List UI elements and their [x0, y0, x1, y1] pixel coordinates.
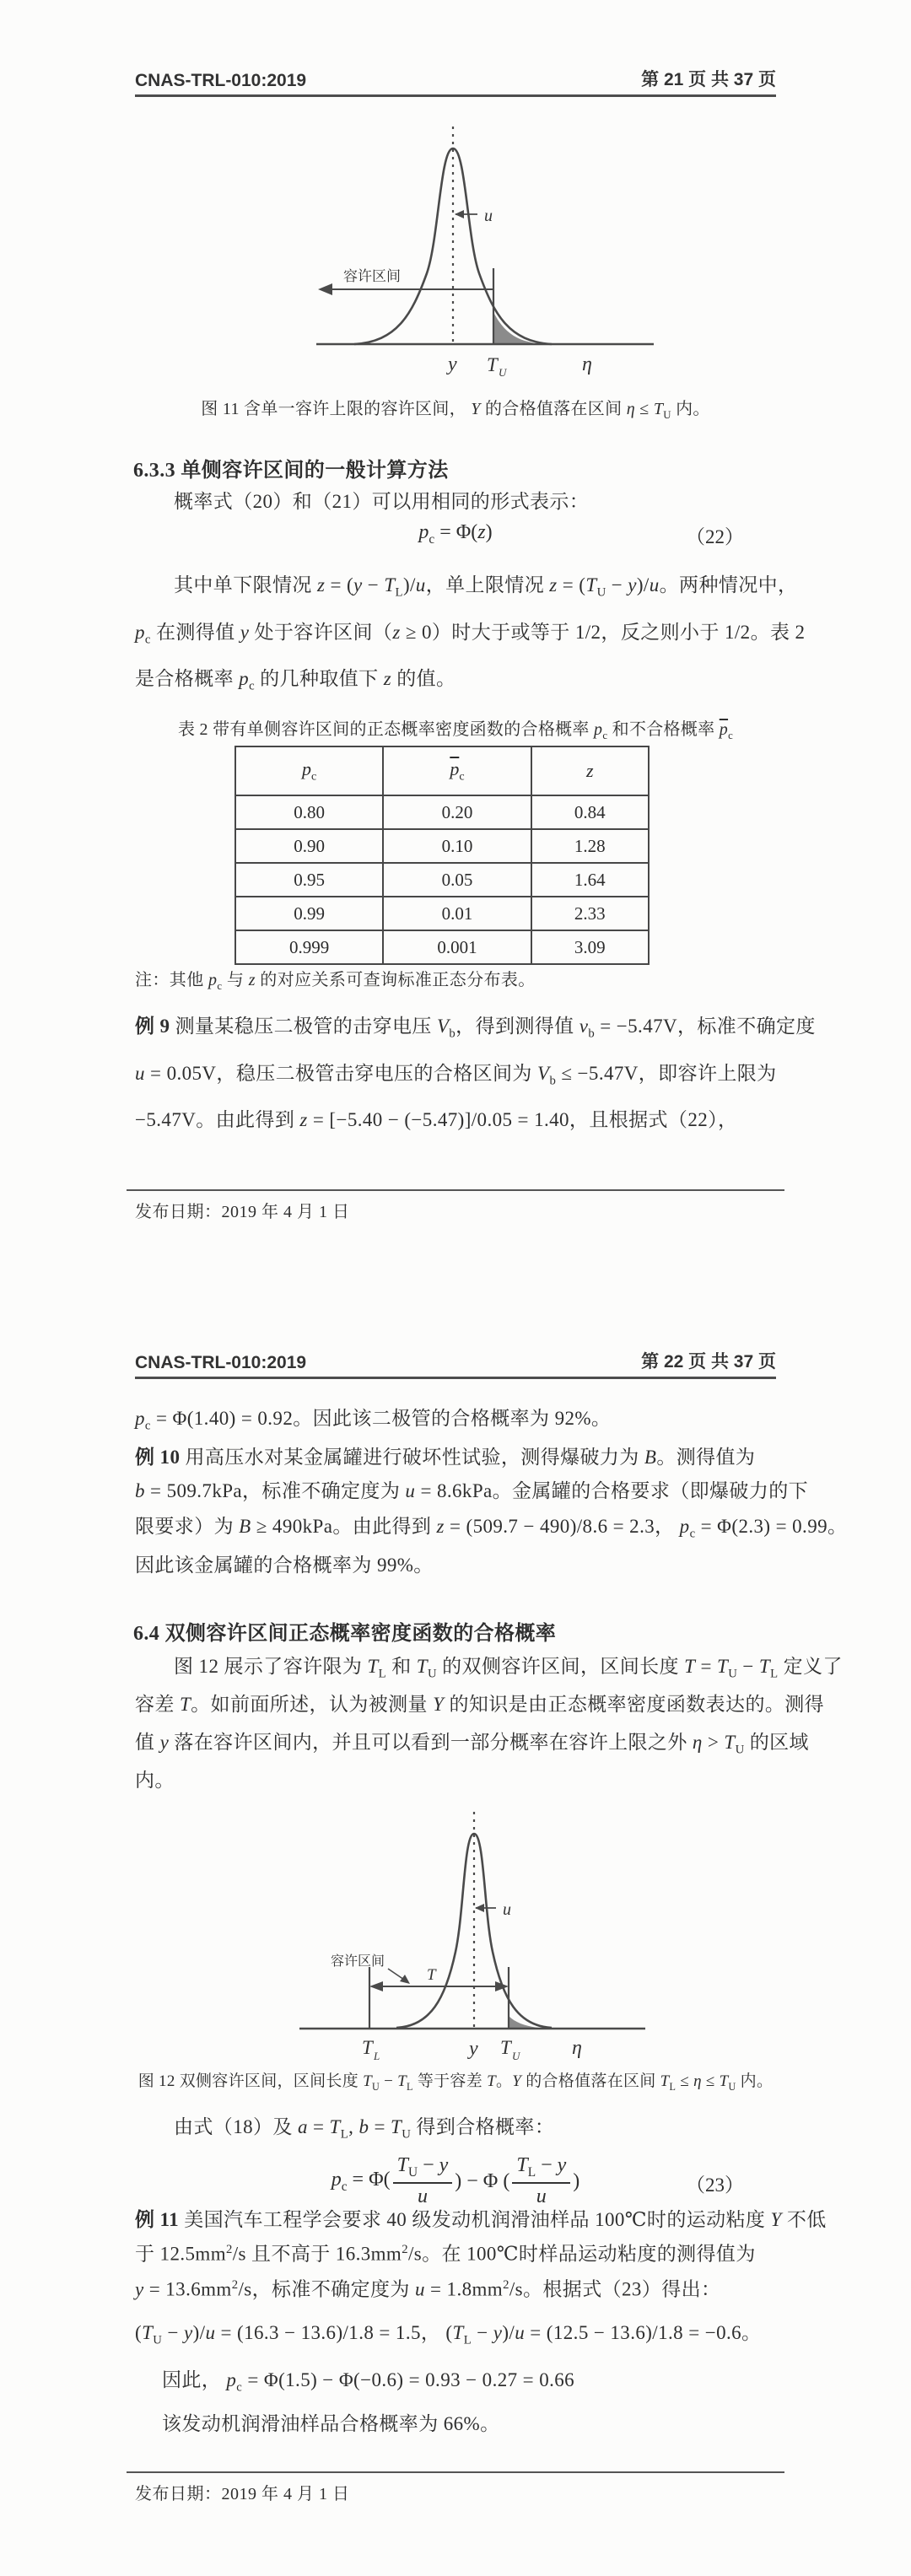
- equation-23-row: [135, 2149, 776, 2213]
- fig12-callout-arrowhead-icon: [400, 1975, 410, 1984]
- fig11-left-arrowhead-icon: [318, 283, 332, 295]
- table-note: 注：其他 $p_c$ 与 z 的对应关系可查询标准正态分布表。: [135, 971, 536, 992]
- fig12-tu-label: T: [500, 2037, 511, 2058]
- fig11-u-arrowhead-icon: [455, 210, 464, 218]
- example-11-line: $y = 13.6mm^2/s$，标准不确定度为 $u = 1.8mm^2/s$。根据式（23）得出：: [135, 2278, 721, 2300]
- fig12-tl-label: T: [362, 2037, 373, 2058]
- fig11-u-label: u: [484, 207, 493, 225]
- doc-code: CNAS-TRL-010:2019: [135, 71, 307, 90]
- table-cell: 0.90: [235, 829, 383, 863]
- example-9-line: u = 0.05V，稳压二极管击穿电压的合格区间为 $V_b \le -5.47V$，即容许上限为: [135, 1063, 777, 1088]
- table-cell: 3.09: [531, 930, 649, 964]
- table-cell: 2.33: [531, 897, 649, 930]
- page22-header: [135, 1348, 776, 1379]
- section-633-heading: 6.3.3 单侧容许区间的一般计算方法: [133, 460, 449, 482]
- fig12-tu-sub-label: U: [512, 2050, 520, 2062]
- fig12-tl-sub-label: L: [374, 2050, 380, 2062]
- table-row: [235, 829, 649, 863]
- page22-footer: 发布日期：2019 年 4 月 1 日: [135, 2485, 350, 2503]
- fig12-u-label: u: [503, 1900, 511, 1919]
- page-indicator: 第 22 页 共 37 页: [641, 1352, 776, 1372]
- section-64-heading: 6.4 双侧容许区间正态概率密度函数的合格概率: [133, 1623, 557, 1645]
- equation-23-lhs: $p_c = \Phi$(: [331, 2168, 391, 2194]
- fig11-tu-sub-label: U: [499, 366, 507, 379]
- paragraph-line: $p_c = \Phi(1.40) = 0.92$。因此该二极管的合格概率为 92%。: [135, 1408, 612, 1433]
- doc-code: CNAS-TRL-010:2019: [135, 1353, 307, 1372]
- fig12-eta-label: η: [572, 2037, 582, 2059]
- paragraph-line: 容差 T。如前面所述，认为被测量 Y 的知识是由正态概率密度函数表达的。测得: [135, 1694, 825, 1715]
- equation-22-number: （22）: [686, 526, 744, 547]
- example-11-line: 于 $12.5mm^2/s$ 且不高于 $16.3mm^2/s$。在 100℃时样品运动粘度的测得值为: [135, 2243, 756, 2265]
- figure-11-caption: 图 11 含单一容许上限的容许区间， Y 的合格值落在区间 $\eta \le T_U$ 内。: [201, 400, 710, 421]
- table-header-cell: $\overline{p}_c$: [383, 746, 531, 795]
- fig11-y-label: y: [448, 353, 457, 375]
- fig11-tolerance-label: 容许区间: [343, 268, 401, 284]
- paragraph-line: 值 y 落在容许区间内，并且可以看到一部分概率在容许上限之外 $\eta > T_U$ 的区域: [135, 1732, 809, 1757]
- table-cell: 0.84: [531, 795, 649, 829]
- paragraph-line: 其中单下限情况 $z = (y - T_L)/u$，单上限情况 $z = (T_U - y)/u$。两种情况中，: [174, 574, 798, 600]
- table-cell: 0.80: [235, 795, 383, 829]
- table-row: [235, 795, 649, 829]
- table-cell: 1.28: [531, 829, 649, 863]
- paragraph-line: 内。: [135, 1770, 175, 1791]
- table-cell: 0.01: [383, 897, 531, 930]
- table-row: [235, 897, 649, 930]
- fig12-bell-curve: [396, 1834, 552, 2028]
- table-2-caption: 表 2 带有单侧容许区间的正态概率密度函数的合格概率 $p_c$ 和不合格概率 $\overline{p}_c$: [177, 720, 734, 741]
- table-cell: 0.99: [235, 897, 383, 930]
- page21-footer-rule: [127, 1189, 784, 1191]
- fig11-bell-curve: [354, 148, 552, 344]
- fig11-tu-label: T: [487, 354, 498, 375]
- page21-header: [135, 66, 776, 97]
- equation-22: $p_c = \Phi(z)$: [418, 521, 493, 547]
- equation-22-row: [135, 521, 776, 547]
- equation-23-number: （23）: [686, 2175, 744, 2196]
- table-header-cell: z: [531, 746, 649, 795]
- table-cell: 0.20: [383, 795, 531, 829]
- example-11-line: 例 11 美国汽车工程学会要求 40 级发动机润滑油样品 100℃时的运动粘度 Y 不低: [135, 2209, 827, 2230]
- page22-footer-rule: [127, 2471, 784, 2473]
- table-cell: 0.95: [235, 863, 383, 897]
- example-11-line: 该发动机润滑油样品合格概率为 66%。: [162, 2413, 500, 2434]
- paragraph-line: 概率式（20）和（21）可以用相同的形式表示：: [174, 491, 590, 512]
- fig12-span-left-arrowhead-icon: [369, 1981, 383, 1991]
- fig12-u-arrowhead-icon: [475, 1904, 484, 1912]
- example-9-line: −5.47V。由此得到 z = [−5.40 − (−5.47)]/0.05 = 1.40，且根据式（22），: [135, 1109, 738, 1130]
- table-cell: 0.05: [383, 863, 531, 897]
- figure-11-plot: [295, 111, 675, 391]
- table-row: [235, 930, 649, 964]
- example-9-line: 例 9 测量某稳压二极管的击穿电压 $V_b$，得到测得值 $v_b = -5.47V$，标准不确定度: [135, 1016, 816, 1041]
- equation-23-operator: ) − Φ (: [455, 2169, 510, 2192]
- table-cell: 1.64: [531, 863, 649, 897]
- table-cell: 0.10: [383, 829, 531, 863]
- paragraph-line: 是合格概率 $p_c$ 的几种取值下 z 的值。: [135, 668, 456, 693]
- example-10-line: 例 10 用高压水对某金属罐进行破坏性试验，测得爆破力为 B。测得值为: [135, 1447, 756, 1468]
- fig12-y-label: y: [469, 2038, 478, 2060]
- equation-23-close: ): [573, 2169, 580, 2192]
- fig12-t-span-label: T: [427, 1966, 436, 1984]
- equation-23-fraction-1: $\frac{T_U - y}{u}$: [393, 2154, 453, 2207]
- paragraph-line: 图 12 展示了容许限为 $T_L$ 和 $T_U$ 的双侧容许区间，区间长度 $T = T_U - T_L$ 定义了: [174, 1656, 843, 1681]
- paragraph-line: $p_c$ 在测得值 y 处于容许区间（z ≥ 0）时大于或等于 1/2，反之则小于 1/2。表 2: [135, 622, 806, 647]
- fig11-eta-label: η: [582, 353, 592, 375]
- example-11-line: $(T_U - y)/u = (16.3 - 13.6)/1.8 = 1.5$， $(T_L - y)/u = (12.5 - 13.6)/1.8 = -0.6$。: [135, 2322, 762, 2347]
- fig12-tolerance-label: 容许区间: [331, 1954, 385, 1969]
- equation-23-fraction-2: $\frac{T_L - y}{u}$: [512, 2154, 570, 2207]
- example-10-line: 因此该金属罐的合格概率为 99%。: [135, 1555, 434, 1576]
- table-header-row: [235, 746, 649, 795]
- page-indicator: 第 21 页 共 37 页: [641, 70, 776, 89]
- page21-footer: 发布日期：2019 年 4 月 1 日: [135, 1203, 350, 1221]
- figure-12-plot: [278, 1807, 683, 2075]
- figure-12-caption: 图 12 双侧容许区间，区间长度 $T_U - T_L$ 等于容差 T。Y 的合格值落在区间 $T_L \le \eta \le T_U$ 内。: [137, 2072, 774, 2093]
- table-header-cell: $p_c$: [235, 746, 383, 795]
- table-2: [234, 746, 650, 965]
- table-cell: 0.999: [235, 930, 383, 964]
- paragraph-line: 由式（18）及 $a = T_L$, $b = T_U$ 得到合格概率：: [174, 2116, 555, 2142]
- example-11-line: 因此， $p_c = \Phi(1.5) - \Phi(-0.6) = 0.93 - 0.27 = 0.66$: [162, 2369, 575, 2395]
- example-10-line: 限要求）为 B ≥ 490kPa。由此得到 z = (509.7 − 490)/8.6 = 2.3， $p_c = \Phi(2.3) = 0.99$。: [135, 1516, 848, 1541]
- table-row: [235, 863, 649, 897]
- example-10-line: b = 509.7kPa，标准不确定度为 u = 8.6kPa。金属罐的合格要求（即爆破力的下: [135, 1480, 809, 1501]
- table-cell: 0.001: [383, 930, 531, 964]
